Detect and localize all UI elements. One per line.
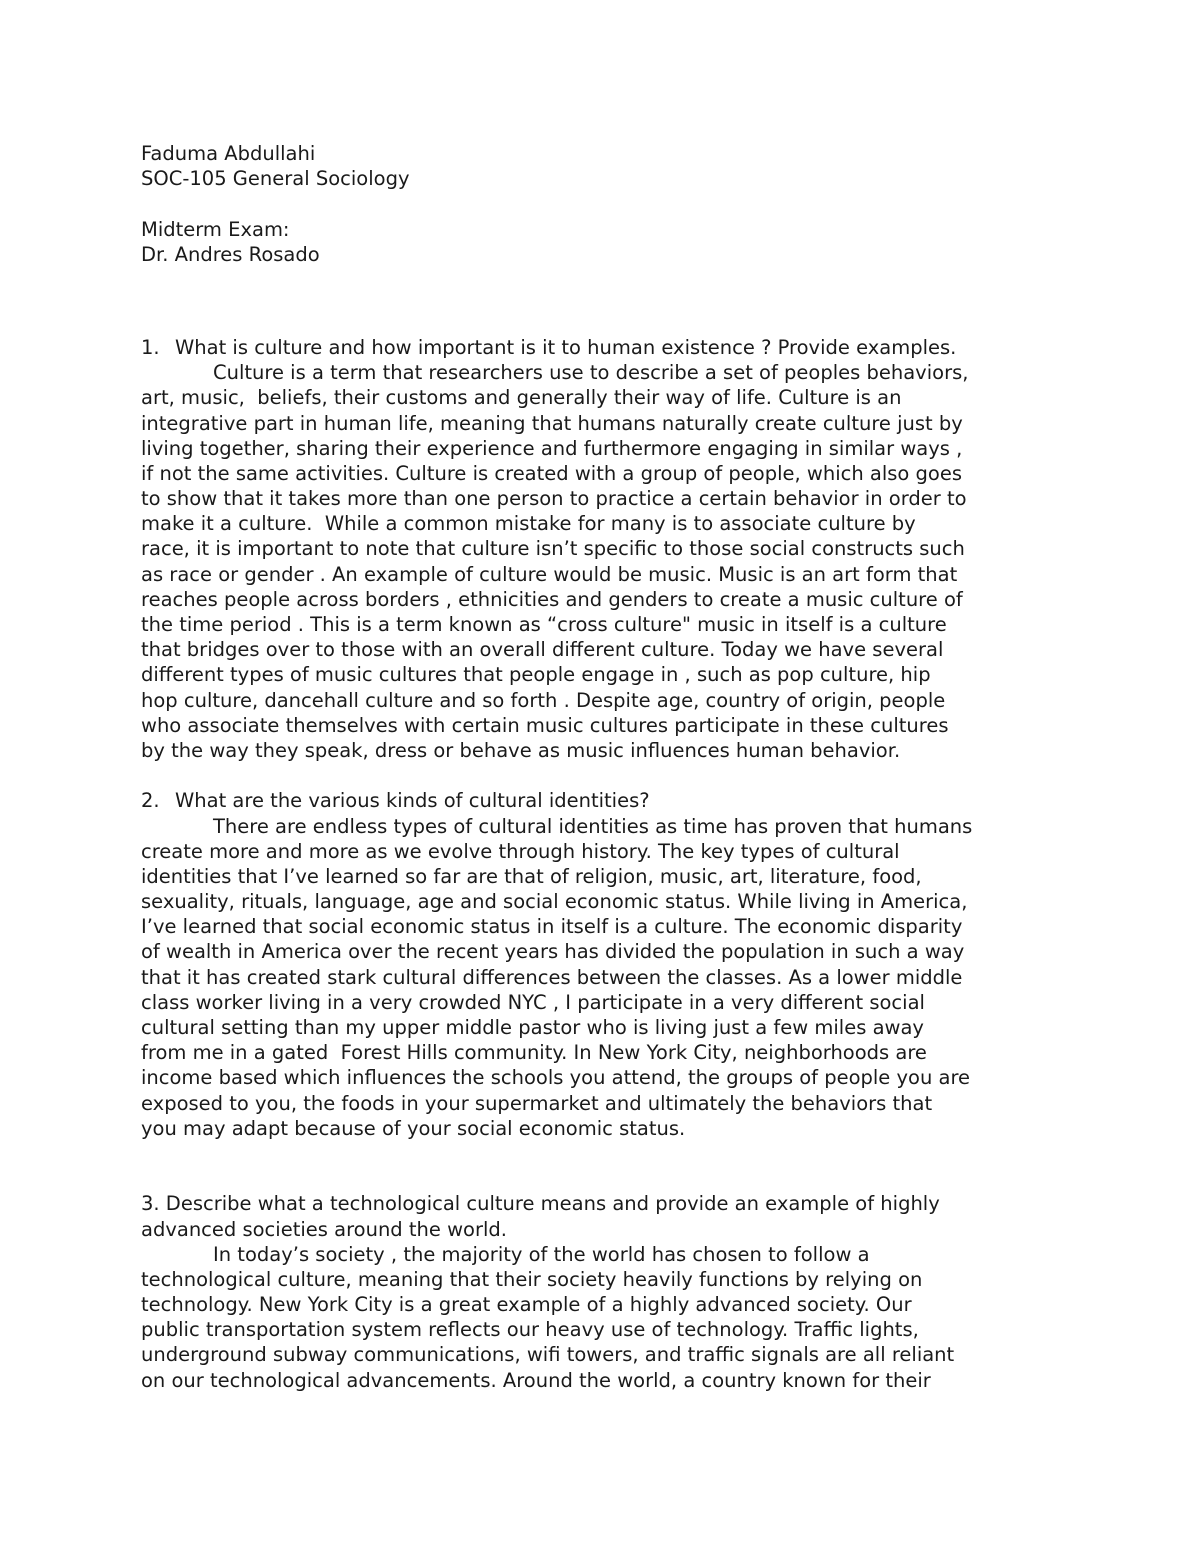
answer-line: Culture is a term that researchers use to describe a set of peoples behaviors,: [213, 361, 969, 385]
answer-line: income based which influences the schools you attend, the groups of people you are: [141, 1066, 971, 1090]
document-body: [141, 141, 1066, 1393]
instructor-name: Dr. Andres Rosado: [141, 242, 320, 266]
answer-line: sexuality, rituals, language, age and social economic status. While living in America,: [141, 890, 968, 914]
answer-line: living together, sharing their experience and furthermore engaging in similar ways ,: [141, 436, 963, 460]
answer-line: that it has created stark cultural differences between the classes. As a lower middle: [141, 965, 963, 989]
answer-line: public transportation system reflects our heavy use of technology. Traffic lights,: [141, 1318, 919, 1342]
answer-line: who associate themselves with certain music cultures participate in these cultures: [141, 713, 949, 737]
question-2-heading: [141, 788, 1066, 813]
answer-line: if not the same activities. Culture is created with a group of people, which also goes: [141, 461, 963, 485]
course-title: SOC-105 General Sociology: [141, 167, 410, 191]
answer-1: [141, 360, 1066, 763]
answer-line: by the way they speak, dress or behave as music influences human behavior.: [141, 738, 901, 762]
question-1-heading: [141, 335, 1066, 360]
answer-line: There are endless types of cultural identities as time has proven that humans: [213, 814, 973, 838]
answer-line: technology. New York City is a great example of a highly advanced society. Our: [141, 1293, 912, 1317]
question-1: [141, 335, 1066, 763]
question-number: 1.: [141, 335, 160, 359]
answer-line: you may adapt because of your social economic status.: [141, 1116, 686, 1140]
question-text-line: advanced societies around the world.: [141, 1217, 507, 1241]
answer-line: In today’s society , the majority of the world has chosen to follow a: [213, 1242, 870, 1266]
answer-line: class worker living in a very crowded NYC , I participate in a very different social: [141, 990, 925, 1014]
answer-line: cultural setting than my upper middle pastor who is living just a few miles away: [141, 1016, 924, 1039]
answer-line: to show that it takes more than one person to practice a certain behavior in order to: [141, 487, 967, 511]
question-number: 2.: [141, 789, 160, 813]
answer-line: art, music, beliefs, their customs and generally their way of life. Culture is an: [141, 386, 902, 410]
exam-title: Midterm Exam:: [141, 217, 290, 241]
answer-3: [141, 1242, 1066, 1393]
question-text: What are the various kinds of cultural identities?: [175, 789, 650, 813]
answer-line: make it a culture. While a common mistake for many is to associate culture by: [141, 512, 916, 536]
answer-line: integrative part in human life, meaning that humans naturally create culture just by: [141, 411, 963, 435]
answer-line: identities that I’ve learned so far are that of religion, music, art, literature, food,: [141, 864, 922, 888]
author-name: Faduma Abdullahi: [141, 142, 316, 165]
answer-line: race, it is important to note that culture isn’t specific to those social constructs such: [141, 537, 965, 561]
answer-line: technological culture, meaning that their society heavily functions by relying on: [141, 1267, 923, 1291]
answer-line: different types of music cultures that people engage in , such as pop culture, hip: [141, 663, 931, 687]
question-2: [141, 788, 1066, 1141]
answer-line: on our technological advancements. Around the world, a country known for their: [141, 1368, 931, 1392]
answer-line: as race or gender . An example of culture would be music. Music is an art form that: [141, 562, 958, 586]
answer-line: underground subway communications, wifi towers, and traffic signals are all reliant: [141, 1343, 955, 1367]
answer-2: [141, 814, 1066, 1141]
question-3: [141, 1191, 1066, 1393]
answer-line: that bridges over to those with an overall different culture. Today we have several: [141, 638, 944, 662]
answer-line: reaches people across borders , ethnicities and genders to create a music culture of: [141, 587, 963, 611]
answer-line: create more and more as we evolve through history. The key types of cultural: [141, 839, 900, 863]
answer-line: exposed to you, the foods in your supermarket and ultimately the behaviors that: [141, 1091, 933, 1115]
question-text-line: 3. Describe what a technological culture means and provide an example of highly: [141, 1192, 940, 1216]
question-text: What is culture and how important is it to human existence ? Provide examples.: [175, 335, 957, 359]
answer-line: I’ve learned that social economic status in itself is a culture. The economic disparity: [141, 915, 963, 939]
answer-line: hop culture, dancehall culture and so forth . Despite age, country of origin, people: [141, 688, 946, 712]
answer-line: of wealth in America over the recent years has divided the population in such a way: [141, 940, 965, 964]
answer-line: from me in a gated Forest Hills community. In New York City, neighborhoods are: [141, 1041, 927, 1065]
header-block: [141, 141, 1066, 267]
answer-line: the time period . This is a term known as “cross culture" music in itself is a culture: [141, 613, 947, 636]
question-3-heading: [141, 1191, 1066, 1241]
